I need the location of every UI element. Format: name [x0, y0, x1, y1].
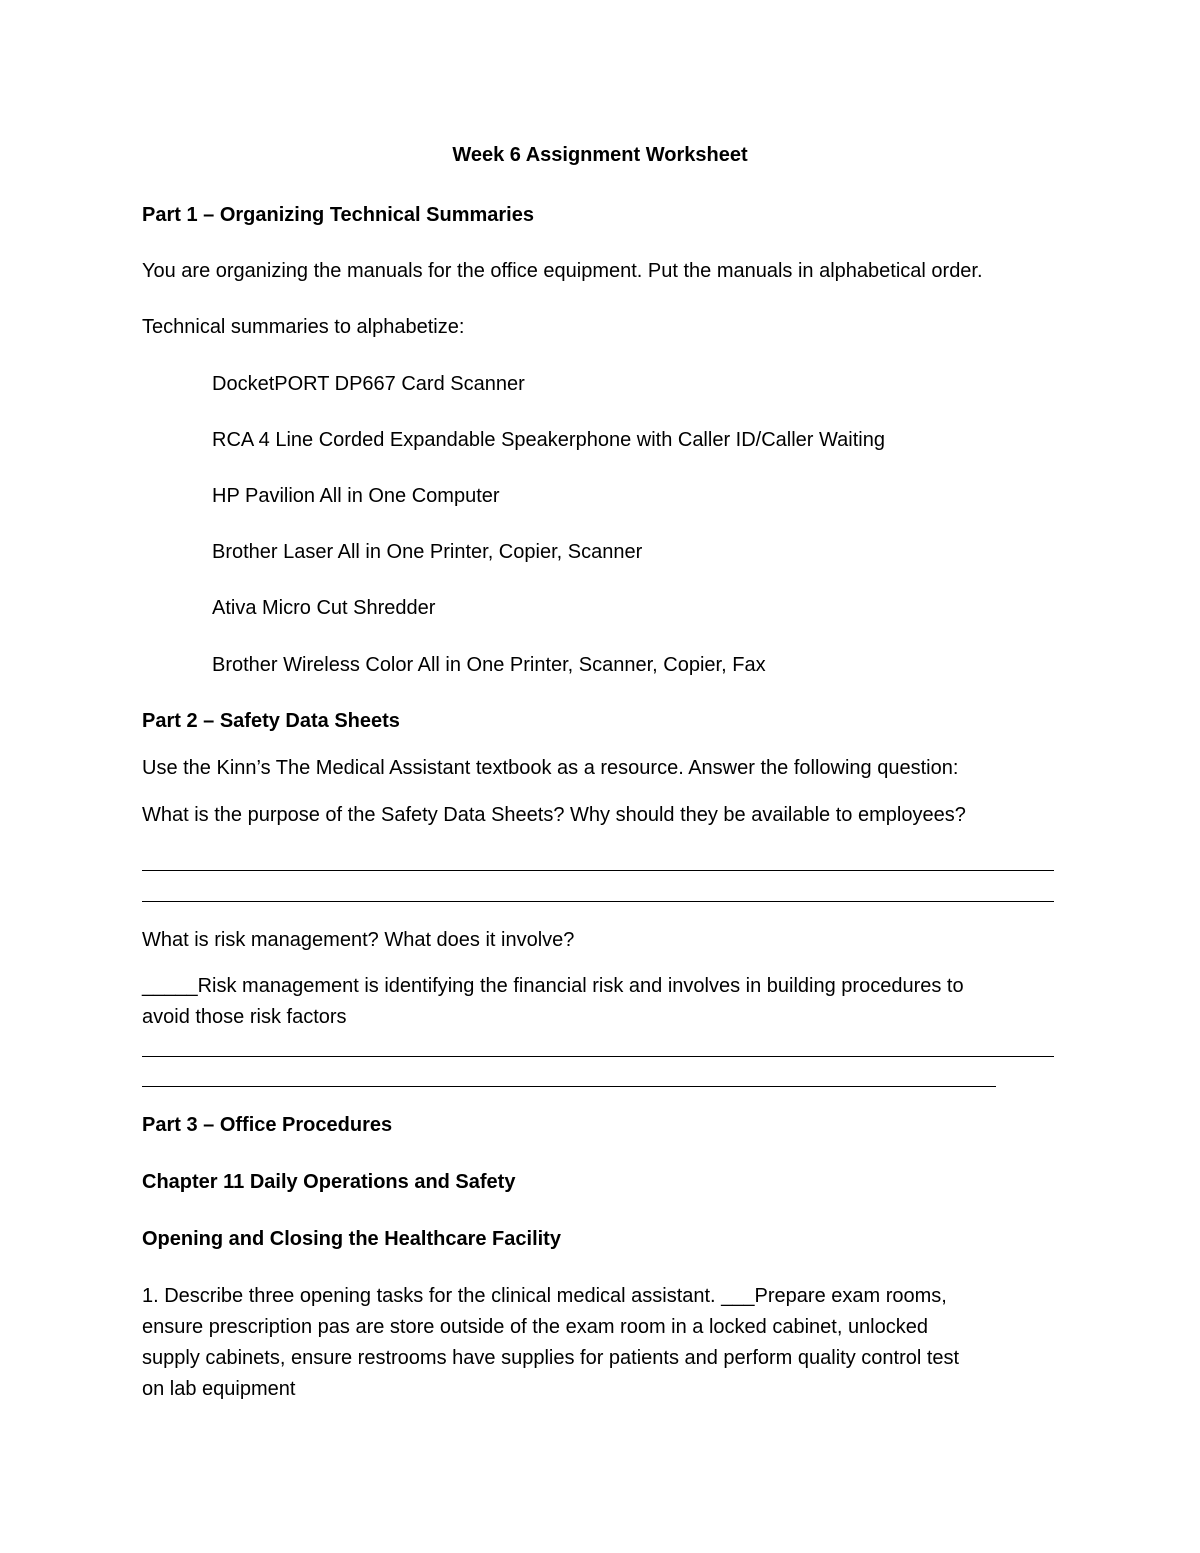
part1-instruction: You are organizing the manuals for the office equipment. Put the manuals in alphabetical order. — [142, 260, 983, 282]
part2-question-2: What is risk management? What does it involve? — [142, 929, 575, 951]
part2-instruction: Use the Kinn’s The Medical Assistant textbook as a resource. Answer the following question: — [142, 757, 959, 779]
part2-heading: Part 2 – Safety Data Sheets — [142, 710, 400, 732]
part3-question-1-line-4: on lab equipment — [142, 1378, 296, 1400]
list-item: HP Pavilion All in One Computer — [212, 485, 500, 507]
answer-blank-line — [142, 1056, 1054, 1057]
part3-question-1-line-1: 1. Describe three opening tasks for the clinical medical assistant. ___Prepare exam rooms, — [142, 1285, 947, 1307]
part1-heading: Part 1 – Organizing Technical Summaries — [142, 204, 534, 226]
part2-question-1: What is the purpose of the Safety Data Sheets? Why should they be available to employees? — [142, 804, 966, 826]
part3-question-1-line-3: supply cabinets, ensure restrooms have supplies for patients and perform quality control test — [142, 1347, 960, 1369]
document-title: Week 6 Assignment Worksheet — [452, 144, 748, 166]
list-item: Ativa Micro Cut Shredder — [212, 597, 436, 619]
part3-question-1-line-2: ensure prescription pas are store outside of the exam room in a locked cabinet, unlocked — [142, 1316, 928, 1338]
list-item: RCA 4 Line Corded Expandable Speakerphone with Caller ID/Caller Waiting — [212, 429, 885, 451]
list-item: DocketPORT DP667 Card Scanner — [212, 373, 525, 395]
part2-answer-2-line-2: avoid those risk factors — [142, 1006, 347, 1028]
part2-answer-2-line-1: _____Risk management is identifying the financial risk and involves in building procedures to — [142, 975, 964, 997]
list-item: Brother Wireless Color All in One Printer, Scanner, Copier, Fax — [212, 654, 766, 676]
answer-blank-line — [142, 901, 1054, 902]
chapter-heading: Chapter 11 Daily Operations and Safety — [142, 1171, 516, 1193]
section-heading: Opening and Closing the Healthcare Facility — [142, 1228, 561, 1250]
part3-heading: Part 3 – Office Procedures — [142, 1114, 393, 1136]
answer-blank-line — [142, 870, 1054, 871]
part1-list-label: Technical summaries to alphabetize: — [142, 316, 465, 338]
answer-blank-line — [142, 1086, 996, 1087]
list-item: Brother Laser All in One Printer, Copier, Scanner — [212, 541, 643, 563]
